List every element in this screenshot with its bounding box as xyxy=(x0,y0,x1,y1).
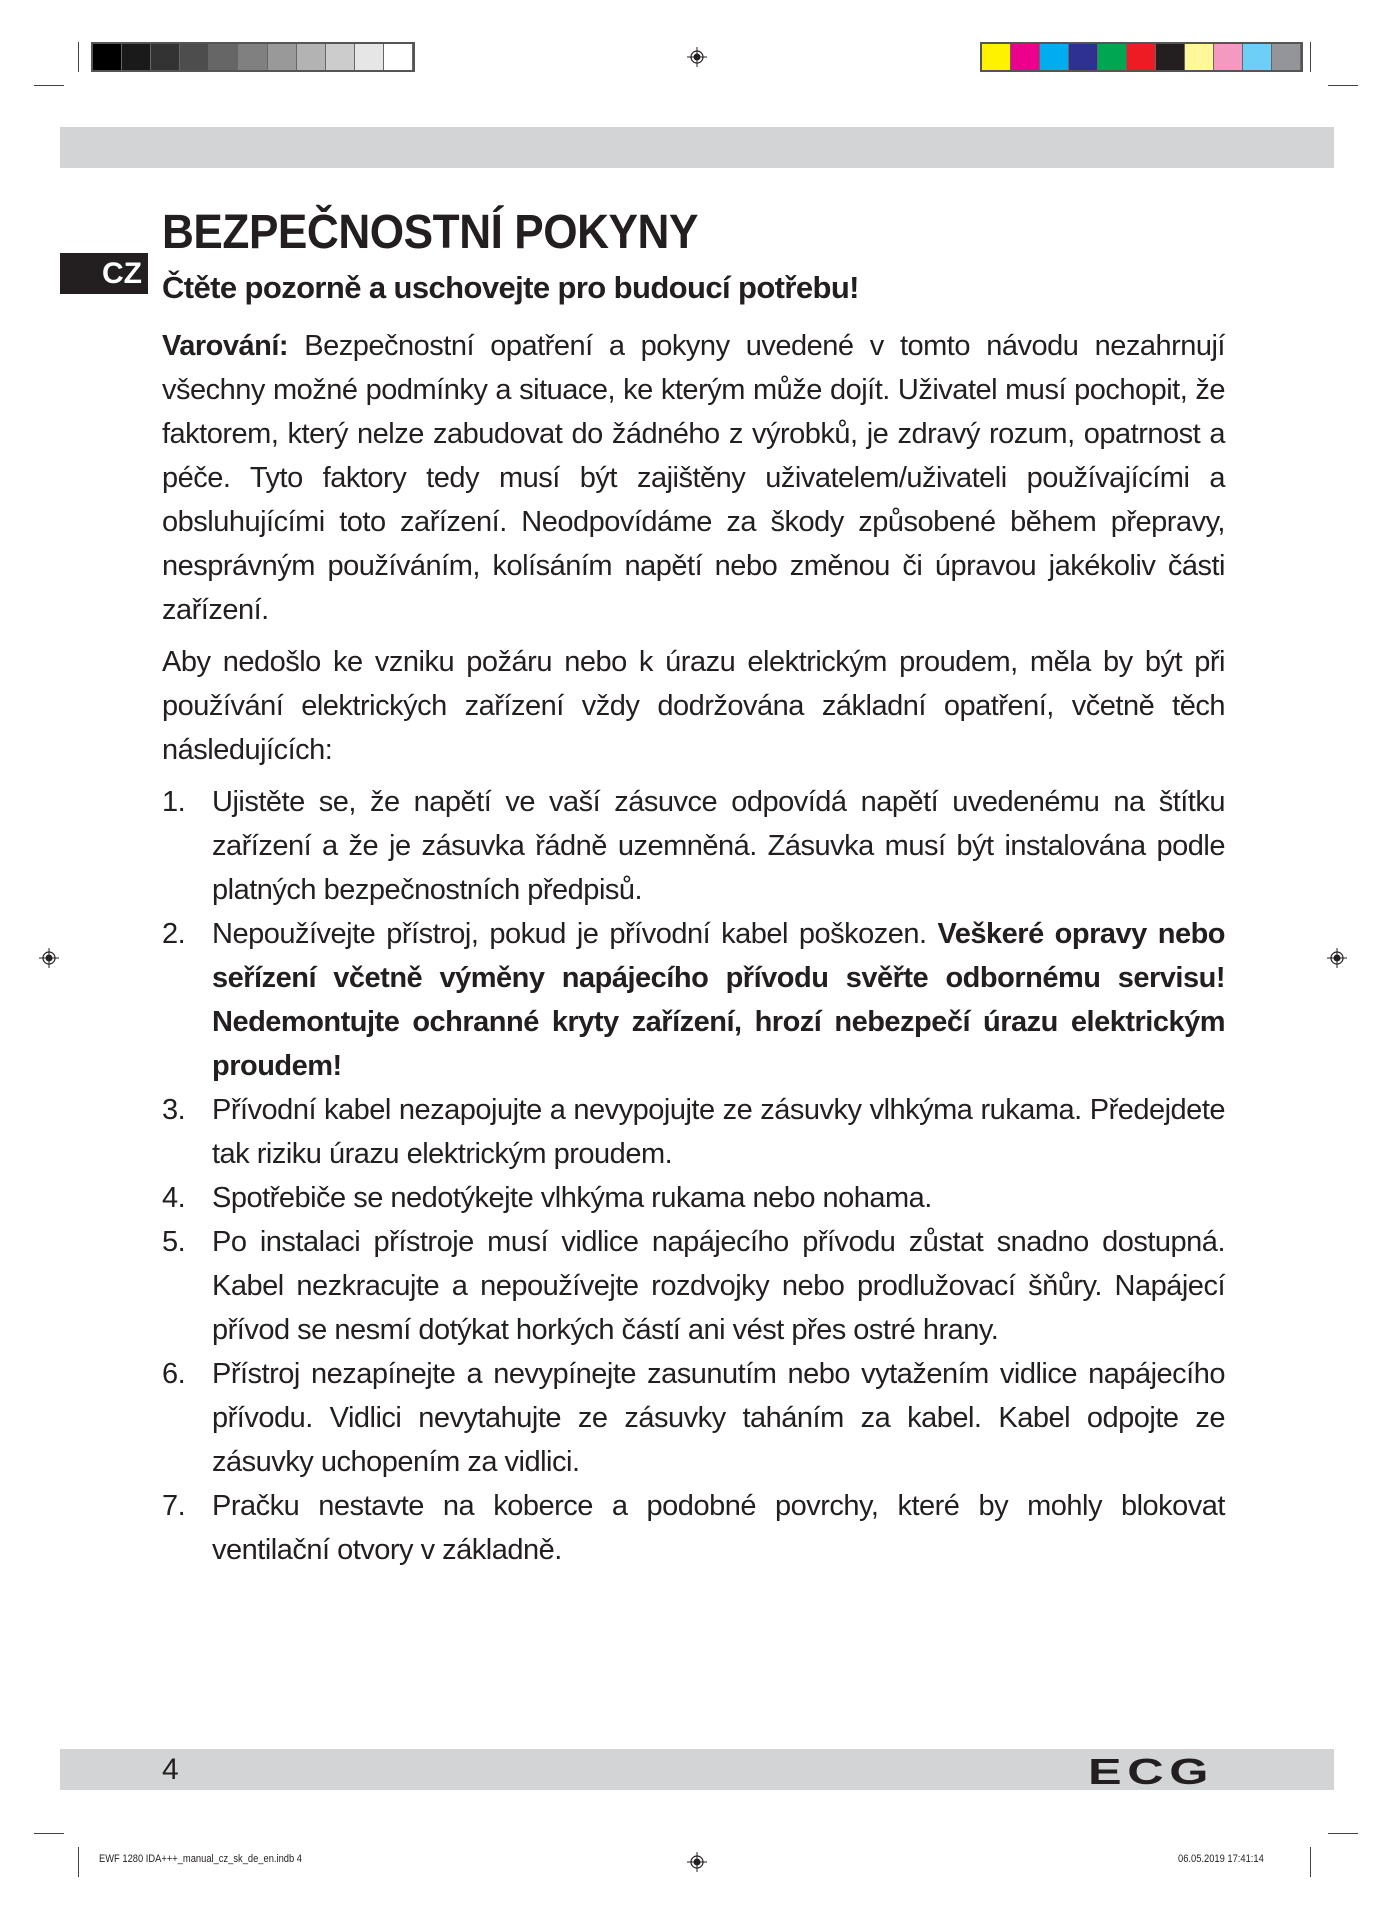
color-swatch xyxy=(1127,44,1156,70)
item-text: Přístroj nezapínejte a nevypínejte zasunutím nebo vytažením vidlice napájecího přívodu. Vidlici nevytahujte ze zásuvky taháním za kabel. Kabel odpojte ze zásuvky uchopením za vidlici. xyxy=(212,1358,1225,1478)
color-swatch xyxy=(1098,44,1127,70)
color-swatch xyxy=(1272,44,1301,70)
item-text: Pračku nestavte na koberce a podobné povrchy, které by mohly blokovat ventilační otvory v základně. xyxy=(212,1490,1225,1566)
color-swatch xyxy=(1214,44,1243,70)
crop-mark xyxy=(1328,1833,1358,1834)
item-number: 3. xyxy=(162,1094,186,1126)
language-tab: CZ xyxy=(60,253,148,294)
item-number: 6. xyxy=(162,1358,186,1390)
instruction-list xyxy=(162,780,1225,1572)
color-swatch xyxy=(384,44,413,70)
item-text: Nepoužívejte přístroj, pokud je přívodní kabel poškozen. xyxy=(212,918,938,950)
registration-mark-icon xyxy=(687,1852,707,1872)
crop-mark xyxy=(1328,85,1358,86)
item-text: Ujistěte se, že napětí ve vaší zásuvce odpovídá napětí uvedenému na štítku zařízení a že je zásuvka řádně uzemněná. Zásuvka musí být instalována podle platných bezpečnostních předpisů. xyxy=(212,786,1225,906)
color-swatch xyxy=(93,44,122,70)
color-swatch xyxy=(1243,44,1272,70)
color-swatch xyxy=(355,44,384,70)
print-slug-datetime: 06.05.2019 17:41:14 xyxy=(1178,1853,1264,1865)
safety-instructions xyxy=(162,324,1225,1572)
registration-mark-icon xyxy=(1327,948,1347,968)
header-band xyxy=(60,127,1334,168)
item-text: Spotřebiče se nedotýkejte vlhkýma rukama nebo nohama. xyxy=(212,1182,932,1214)
process-color-bar xyxy=(980,42,1303,72)
list-item xyxy=(162,780,1225,912)
registration-mark-icon xyxy=(687,47,707,67)
crop-mark xyxy=(78,42,79,72)
list-item xyxy=(162,912,1225,1088)
item-text: Přívodní kabel nezapojujte a nevypojujte ze zásuvky vlhkýma rukama. Předejdete tak riziku úrazu elektrickým proudem. xyxy=(212,1094,1225,1170)
crop-mark xyxy=(1310,1847,1311,1877)
item-text: Po instalaci přístroje musí vidlice napájecího přívodu zůstat snadno dostupná. Kabel nezkracujte a nepoužívejte rozdvojky nebo prodlužovací šňůry. Napájecí přívod se nesmí dotýkat horkých částí ani vést přes ostré hrany. xyxy=(212,1226,1225,1346)
crop-mark xyxy=(34,85,64,86)
color-swatch xyxy=(1011,44,1040,70)
list-item xyxy=(162,1484,1225,1572)
color-swatch xyxy=(122,44,151,70)
intro-paragraph: Aby nedošlo ke vzniku požáru nebo k úrazu elektrickým proudem, měla by být při používání elektrických zařízení vždy dodržována základní opatření, včetně těch následujících: xyxy=(162,646,1225,766)
grayscale-color-bar xyxy=(91,42,415,72)
color-swatch xyxy=(180,44,209,70)
crop-mark xyxy=(1310,42,1311,72)
list-item xyxy=(162,1088,1225,1176)
color-swatch xyxy=(238,44,267,70)
ecg-logo: ECG xyxy=(1088,1751,1215,1792)
color-swatch xyxy=(209,44,238,70)
color-swatch xyxy=(326,44,355,70)
item-bold-text: Veškeré opravy nebo seřízení včetně výměny napájecího přívodu svěřte odbornému servisu! Nedemontujte ochranné kryty zařízení, hrozí nebezpečí úrazu elektrickým proudem! xyxy=(212,918,1225,1082)
item-number: 5. xyxy=(162,1226,186,1258)
print-slug-file: EWF 1280 IDA+++_manual_cz_sk_de_en.indb 4 xyxy=(99,1853,302,1865)
color-swatch xyxy=(1040,44,1069,70)
warning-paragraph xyxy=(162,324,1225,632)
warning-text: Bezpečnostní opatření a pokyny uvedené v tomto návodu nezahrnují všechny možné podmínky a situace, ke kterým může dojít. Uživatel musí pochopit, že faktorem, který nelze zabudovat do žádného z výrobků, je zdravý rozum, opatrnost a péče. Tyto faktory tedy musí být zajištěny uživatelem/uživateli používajícími a obsluhujícími toto zařízení. Neodpovídáme za škody způsobené během přepravy, nesprávným používáním, kolísáním napětí nebo změnou či úpravou jakékoliv části zařízení. xyxy=(162,330,1225,626)
color-swatch xyxy=(1069,44,1098,70)
crop-mark xyxy=(34,1833,64,1834)
item-number: 4. xyxy=(162,1182,186,1214)
item-number: 7. xyxy=(162,1490,186,1522)
list-item xyxy=(162,1176,1225,1220)
color-swatch xyxy=(151,44,180,70)
color-swatch xyxy=(268,44,297,70)
color-swatch xyxy=(1156,44,1185,70)
list-item xyxy=(162,1352,1225,1484)
list-item xyxy=(162,1220,1225,1352)
color-swatch xyxy=(982,44,1011,70)
color-swatch xyxy=(297,44,326,70)
page-title: BEZPEČNOSTNÍ POKYNY xyxy=(162,206,698,259)
page-number: 4 xyxy=(162,1753,179,1786)
warning-label: Varování: xyxy=(162,330,289,362)
item-number: 1. xyxy=(162,786,186,818)
registration-mark-icon xyxy=(39,948,59,968)
color-swatch xyxy=(1185,44,1214,70)
crop-mark xyxy=(78,1847,79,1877)
page-subtitle: Čtěte pozorně a uschovejte pro budoucí potřebu! xyxy=(162,270,859,305)
item-number: 2. xyxy=(162,918,186,950)
